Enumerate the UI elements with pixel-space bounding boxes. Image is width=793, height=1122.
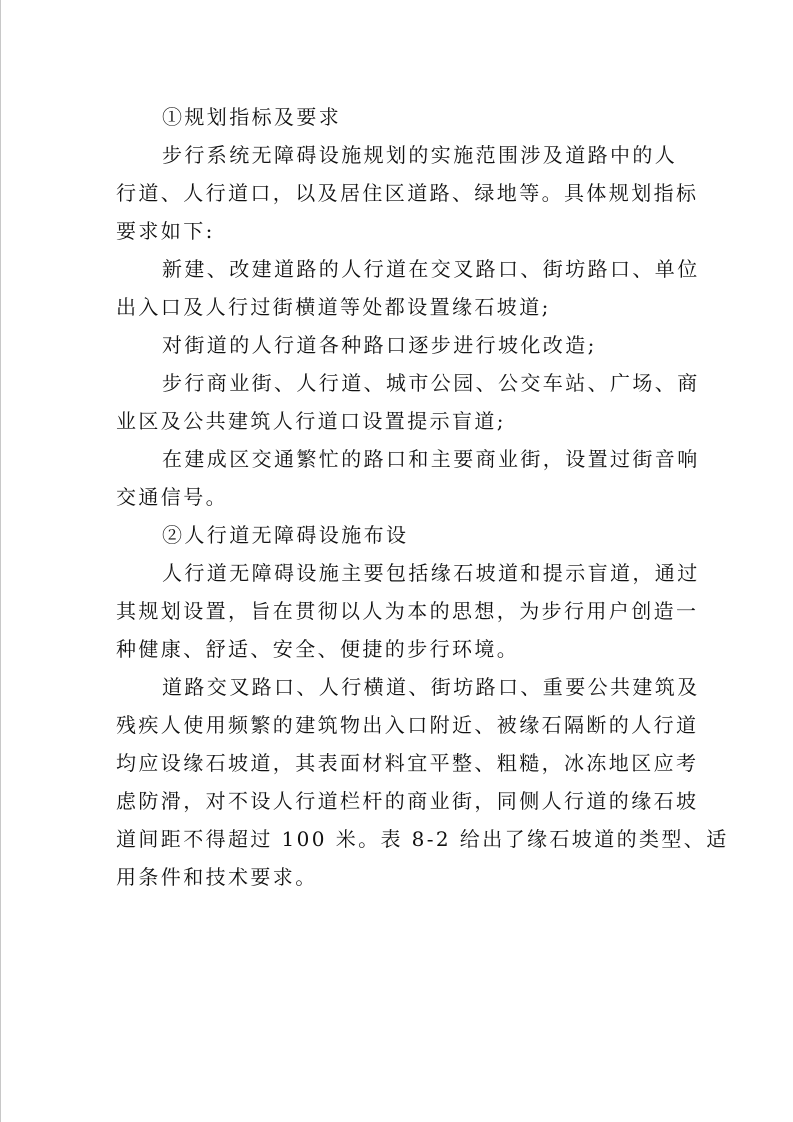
text-line: 道间距不得超过 100 米。表 8-2 给出了缘石坡道的类型、适 xyxy=(116,827,729,851)
section-heading-1: ①规划指标及要求 xyxy=(162,105,342,129)
text-line: 虑防滑，对不设人行道栏杆的商业街，同侧人行道的缘石坡 xyxy=(116,789,699,813)
text-line: 种健康、舒适、安全、便捷的步行环境。 xyxy=(116,637,520,661)
text-line: 残疾人使用频繁的建筑物出入口附近、被缘石隔断的人行道 xyxy=(116,713,699,737)
text-line: 行道、人行道口，以及居住区道路、绿地等。具体规划指标 xyxy=(116,181,699,205)
text-line: 对街道的人行道各种路口逐步进行坡化改造; xyxy=(162,333,597,357)
text-line: 出入口及人行过街横道等处都设置缘石坡道; xyxy=(116,295,551,319)
text-line: 新建、改建道路的人行道在交叉路口、街坊路口、单位 xyxy=(162,257,700,281)
text-line: 道路交叉路口、人行横道、街坊路口、重要公共建筑及 xyxy=(162,675,700,699)
text-line: 业区及公共建筑人行道口设置提示盲道; xyxy=(116,409,506,433)
document-body xyxy=(116,98,729,896)
text-line: 在建成区交通繁忙的路口和主要商业街，设置过街音响 xyxy=(162,447,700,471)
text-line: 步行系统无障碍设施规划的实施范围涉及道路中的人 xyxy=(162,143,678,167)
text-line: 人行道无障碍设施主要包括缘石坡道和提示盲道，通过 xyxy=(162,561,700,585)
text-line: 其规划设置，旨在贯彻以人为本的思想，为步行用户创造一 xyxy=(116,599,699,623)
section-heading-2: ②人行道无障碍设施布设 xyxy=(162,523,409,547)
page-edge-line xyxy=(0,0,1,1122)
text-line: 要求如下: xyxy=(116,219,215,243)
text-line: 用条件和技术要求。 xyxy=(116,865,318,889)
text-line: 步行商业街、人行道、城市公园、公交车站、广场、商 xyxy=(162,371,700,395)
text-line: 交通信号。 xyxy=(116,485,228,509)
text-line: 均应设缘石坡道，其表面材料宜平整、粗糙，冰冻地区应考 xyxy=(116,751,699,775)
